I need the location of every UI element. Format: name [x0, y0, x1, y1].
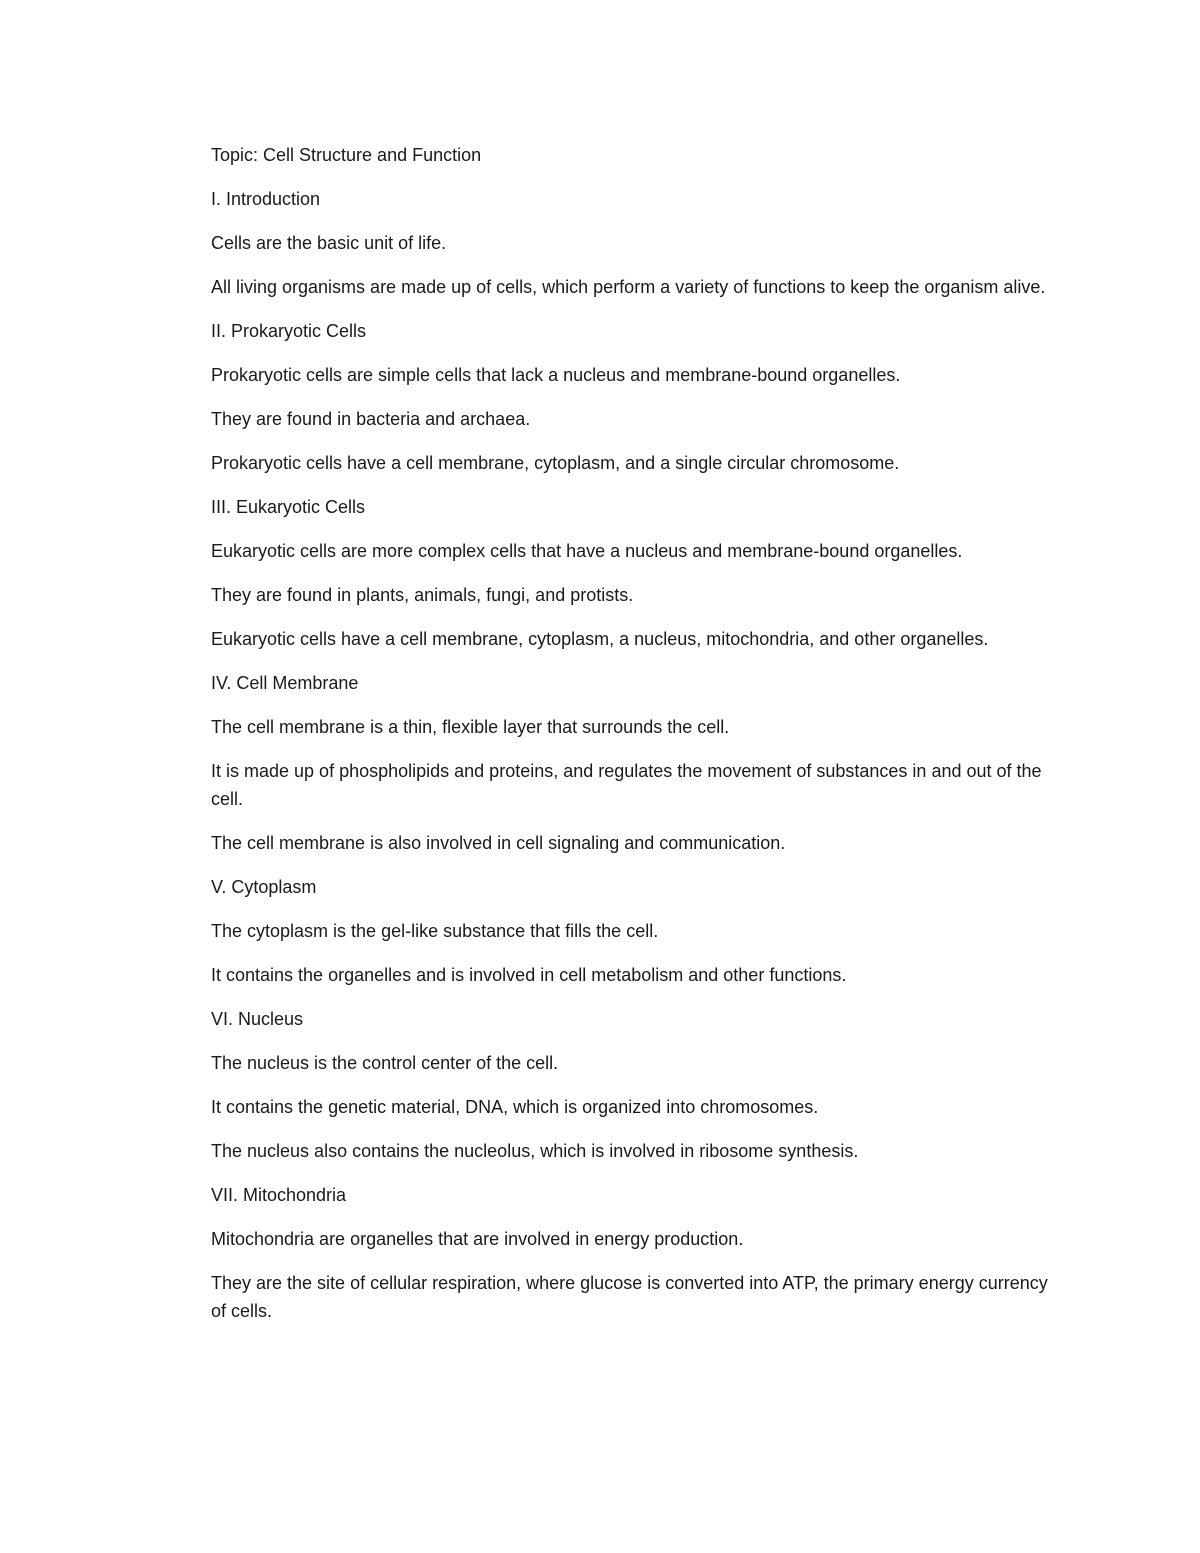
- paragraph: They are the site of cellular respiration, where glucose is converted into ATP, the primary energy currency of cells.: [211, 1273, 1048, 1321]
- paragraph: Mitochondria are organelles that are involved in energy production.: [211, 1229, 744, 1249]
- section-heading-mitochondria: VII. Mitochondria: [211, 1185, 347, 1205]
- paragraph: The cell membrane is also involved in cell signaling and communication.: [211, 833, 786, 853]
- document-title: Topic: Cell Structure and Function: [211, 145, 482, 165]
- paragraph: The nucleus also contains the nucleolus, which is involved in ribosome synthesis.: [211, 1141, 859, 1161]
- section-heading-cell-membrane: IV. Cell Membrane: [211, 673, 359, 693]
- paragraph: It contains the genetic material, DNA, which is organized into chromosomes.: [211, 1097, 819, 1117]
- paragraph: They are found in plants, animals, fungi, and protists.: [211, 585, 634, 605]
- paragraph: The cytoplasm is the gel-like substance that fills the cell.: [211, 921, 659, 941]
- paragraph: They are found in bacteria and archaea.: [211, 409, 531, 429]
- paragraph: Cells are the basic unit of life.: [211, 233, 447, 253]
- section-heading-introduction: I. Introduction: [211, 189, 321, 209]
- paragraph: Eukaryotic cells are more complex cells that have a nucleus and membrane-bound organelles.: [211, 541, 963, 561]
- section-heading-prokaryotic-cells: II. Prokaryotic Cells: [211, 321, 367, 341]
- section-heading-cytoplasm: V. Cytoplasm: [211, 877, 317, 897]
- paragraph: Prokaryotic cells have a cell membrane, cytoplasm, and a single circular chromosome.: [211, 453, 900, 473]
- section-heading-nucleus: VI. Nucleus: [211, 1009, 304, 1029]
- paragraph: Eukaryotic cells have a cell membrane, cytoplasm, a nucleus, mitochondria, and other organelles.: [211, 629, 989, 649]
- document-body: [211, 141, 1061, 1341]
- paragraph: All living organisms are made up of cells, which perform a variety of functions to keep the organism alive.: [211, 277, 1046, 297]
- paragraph: The nucleus is the control center of the cell.: [211, 1053, 559, 1073]
- paragraph: It contains the organelles and is involved in cell metabolism and other functions.: [211, 965, 847, 985]
- paragraph: The cell membrane is a thin, flexible layer that surrounds the cell.: [211, 717, 730, 737]
- paragraph: It is made up of phospholipids and proteins, and regulates the movement of substances in and out of the cell.: [211, 761, 1042, 809]
- section-heading-eukaryotic-cells: III. Eukaryotic Cells: [211, 497, 366, 517]
- paragraph: Prokaryotic cells are simple cells that lack a nucleus and membrane-bound organelles.: [211, 365, 901, 385]
